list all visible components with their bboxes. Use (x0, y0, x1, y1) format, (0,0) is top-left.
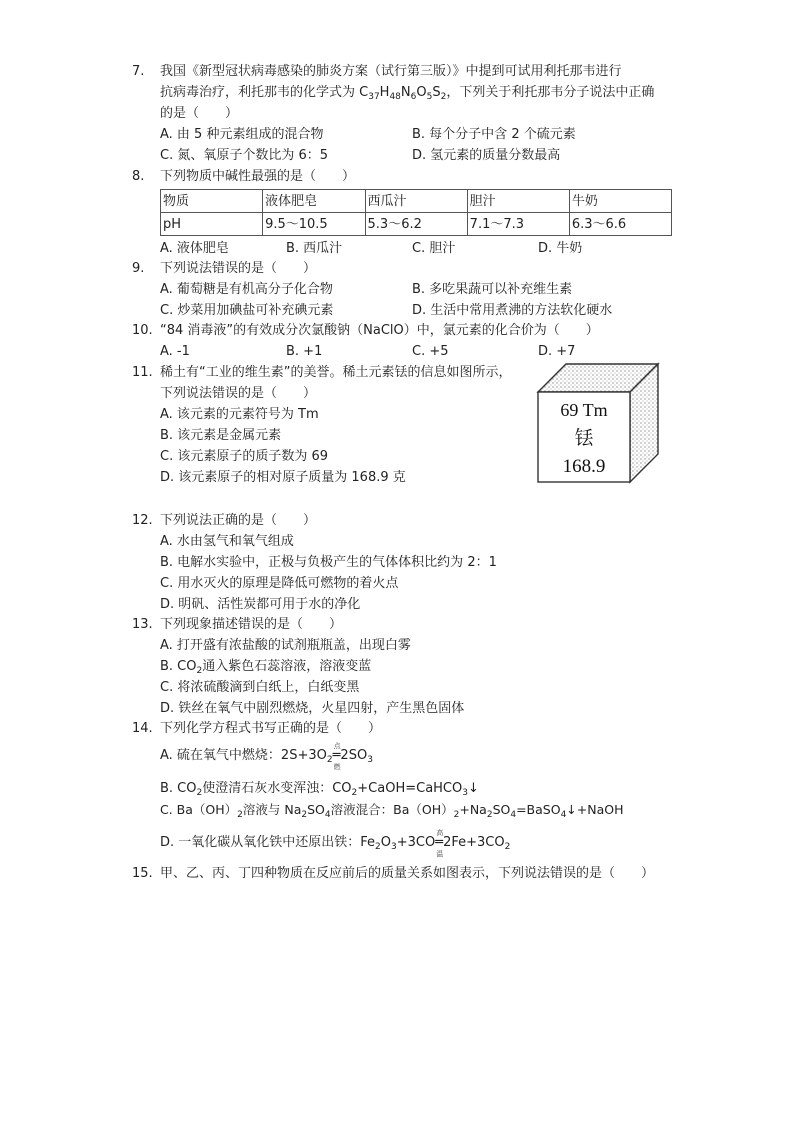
table-cell: 物质 (161, 190, 263, 213)
ph-table (160, 189, 672, 236)
option-d[interactable]: D. +7 (538, 344, 576, 359)
option-d[interactable]: D. 该元素原子的相对原子质量为 168.9 克 (160, 470, 406, 485)
options-list (160, 404, 532, 488)
table-cell: 胆汁 (467, 190, 569, 213)
question-number: 14. (132, 721, 153, 736)
question-12 (132, 510, 672, 615)
question-stem: 甲、乙、丙、丁四种物质在反应前后的质量关系如图表示，下列说法错误的是（ ） (160, 866, 655, 881)
options-row (160, 279, 672, 300)
option-d[interactable]: D. 牛奶 (538, 241, 583, 256)
question-number: 11. (132, 365, 153, 380)
question-9 (132, 258, 672, 321)
question-number: 7. (132, 64, 145, 79)
option-a[interactable]: A. 葡萄糖是有机高分子化合物 (160, 282, 333, 297)
option-c[interactable]: C. 氮、氧原子个数比为 6：5 (160, 148, 329, 163)
question-stem: 稀土有“工业的维生素”的美誉。稀土元素铥的信息如图所示， 下列说法错误的是（ ） (160, 365, 512, 401)
question-stem: 我国《新型冠状病毒感染的肺炎方案（试行第三版）》中提到可试用利托那韦进行 抗病毒治疗，利托那韦的化学式为 $C_{37}H_{48}N_6O_5S_2$，下列关于利托那韦分子说法中正确 的是（ ） (160, 64, 655, 121)
question-number: 13. (132, 617, 153, 632)
question-stem: 下列说法正确的是（ ） (160, 513, 317, 528)
question-number: 12. (132, 513, 153, 528)
element-cube-figure (536, 362, 660, 484)
option-c[interactable]: C. 胆汁 (412, 241, 456, 256)
option-c[interactable]: C. $Ba(OH)_2$溶液与 $Na_2SO_4$溶液混合：$Ba(OH)_2+Na_2SO_4=BaSO_4↓+NaOH$ (160, 802, 624, 820)
question-15 (132, 863, 672, 884)
option-a[interactable]: A. 该元素的元素符号为 Tm (160, 407, 319, 422)
table-cell: 7.1～7.3 (467, 213, 569, 236)
table-cell: 液体肥皂 (263, 190, 365, 213)
question-number: 10. (132, 323, 153, 338)
table-row (161, 213, 672, 236)
option-d[interactable]: D. 生活中常用煮沸的方法软化硬水 (412, 303, 613, 318)
option-a[interactable]: A. 由 5 种元素组成的混合物 (160, 127, 324, 142)
options-list (160, 739, 672, 858)
question-number: 9. (132, 261, 145, 276)
option-b[interactable]: B. 该元素是金属元素 (160, 428, 282, 443)
option-c[interactable]: C. 该元素原子的质子数为 69 (160, 449, 329, 464)
table-cell: 6.3～6.6 (569, 213, 671, 236)
option-c[interactable]: C. +5 (412, 344, 449, 359)
options-list (160, 635, 672, 719)
element-number-symbol: 69 Tm (560, 400, 608, 420)
option-a[interactable]: A. 打开盛有浓盐酸的试剂瓶瓶盖，出现白雾 (160, 638, 411, 653)
question-stem: 下列化学方程式书写正确的是（ ） (160, 721, 382, 736)
option-d[interactable]: D. 明矾、活性炭都可用于水的净化 (160, 597, 361, 612)
element-cube-svg (536, 362, 660, 484)
table-cell: 9.5～10.5 (263, 213, 365, 236)
option-a[interactable]: A. 硫在氧气中燃烧：$2S+3O_2$ 点燃 $═2SO_3$ (160, 742, 373, 771)
option-b[interactable]: B. 多吃果蔬可以补充维生素 (412, 282, 573, 297)
option-c[interactable]: C. 将浓硫酸滴到白纸上，白纸变黑 (160, 680, 360, 695)
options-row (160, 300, 672, 321)
option-c[interactable]: C. 炒菜用加碘盐可补充碘元素 (160, 303, 334, 318)
question-8 (132, 166, 672, 259)
table-cell: 5.3～6.2 (365, 213, 467, 236)
question-stem: “84 消毒液”的有效成分次氯酸钠（NaClO）中，氯元素的化合价为（ ） (160, 323, 599, 338)
option-d[interactable]: D. 氢元素的质量分数最高 (412, 148, 561, 163)
options-row (160, 124, 672, 145)
question-13 (132, 614, 672, 719)
option-a[interactable]: A. -1 (160, 344, 190, 359)
table-header-row (161, 190, 672, 213)
question-10 (132, 320, 672, 362)
options-row (160, 238, 672, 259)
question-11 (132, 362, 532, 488)
option-b[interactable]: B. 电解水实验中，正极与负极产生的气体体积比约为 2：1 (160, 555, 497, 570)
option-a[interactable]: A. 水由氢气和氧气组成 (160, 534, 294, 549)
question-number: 15. (132, 866, 153, 881)
table-cell: pH (161, 213, 263, 236)
question-number: 8. (132, 169, 145, 184)
element-mass: 168.9 (562, 456, 606, 477)
option-d[interactable]: D. 铁丝在氧气中剧烈燃烧，火星四射，产生黑色固体 (160, 701, 465, 716)
option-b[interactable]: B. 西瓜汁 (286, 241, 343, 256)
option-a[interactable]: A. 液体肥皂 (160, 241, 229, 256)
question-14 (132, 718, 672, 858)
table-cell: 牛奶 (569, 190, 671, 213)
option-b[interactable]: B. $CO_2$使澄清石灰水变浑浊：$CO_2+CaOH=CaHCO_3↓$ (160, 781, 479, 798)
option-c[interactable]: C. 用水灭火的原理是降低可燃物的着火点 (160, 576, 399, 591)
option-d[interactable]: D. 一氧化碳从氧化铁中还原出铁：$Fe_2O_3+3CO$ 高温 $═2Fe+3CO_2$ (160, 829, 511, 858)
element-name: 铥 (574, 427, 594, 449)
table-cell: 西瓜汁 (365, 190, 467, 213)
options-list (160, 531, 672, 615)
option-b[interactable]: B. +1 (286, 344, 323, 359)
options-row (160, 341, 672, 362)
option-b[interactable]: B. $CO_2$通入紫色石蕊溶液，溶液变蓝 (160, 659, 372, 676)
question-7 (132, 61, 672, 166)
option-b[interactable]: B. 每个分子中含 2 个硫元素 (412, 127, 576, 142)
question-stem: 下列现象描述错误的是（ ） (160, 617, 343, 632)
question-stem: 下列说法错误的是（ ） (160, 261, 317, 276)
options-row (160, 145, 672, 166)
question-stem: 下列物质中碱性最强的是（ ） (160, 169, 356, 184)
